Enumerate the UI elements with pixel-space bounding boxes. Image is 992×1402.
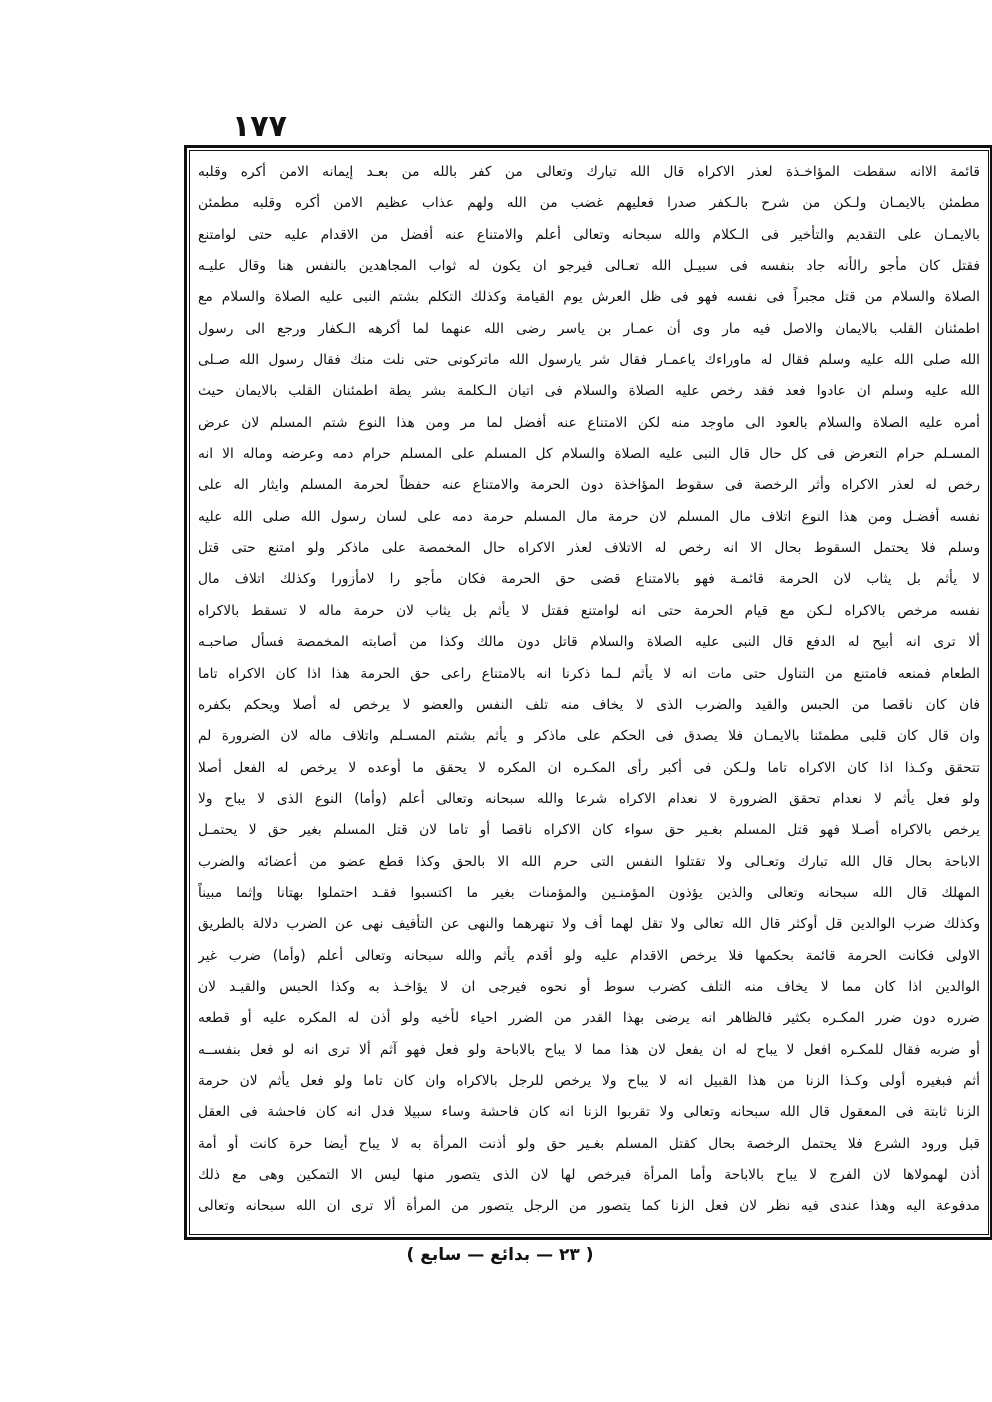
text-line-7: الله صلى الله عليه وسلم فقال له ماوراءك ياعمـار فقال شر يارسول الله ماتركونى حتى نلت منك فقال رسول الله صـلى [198, 352, 980, 369]
text-line-24: المهلك قال الله سبحانه وتعالى والذين يؤذون المؤمنـين والمؤمنات بغير ما اكتسبوا فقـد احتملوا بهتانا وإثما مبيناً [198, 884, 980, 901]
text-line-6: اطمئنان القلب بالايمان والاصل فيه مار وى أن عمـار بن ياسر رضى الله عنهما لما أكرهه الـكفار ورجع الى رسول [198, 320, 980, 337]
text-line-9: أمره عليه الصلاة والسلام بالعود الى ماوجد منه لكن الامتناع عنه أفضل لما مر ومن هذا النوع شتم المسلم لان عرض [198, 414, 980, 431]
text-line-28: ضرره دون ضرر المكـره بكثير فالظاهر انه يرضى بهذا القدر من الضرر احياء لأخيه ولو أذن له المكره عليه أو قطعه [198, 1010, 980, 1027]
text-line-26: الاولى فكانت الحرمة قائمة بحكمها فلا يرخص الاقدام عليه ولو أقدم يأثم والله سبحانه وتعالى أعلم (وأما) ضرب غير [198, 947, 980, 964]
text-line-13: وسلم فلا يحتمل السقوط بحال الا انه رخص له الاتلاف لعذر الاكراه حال المخمصة على ماذكر ولو امتنع حتى قتل [198, 540, 980, 557]
text-line-17: الطعام فمنعه فامتنع من التناول حتى مات انه لا يأثم لـما ذكرنا انه بالامتناع راعى حق الحرمة هذا اذا كان الاكراه تاما [198, 665, 980, 682]
text-line-20: تتحقق وكـذا اذا كان الاكراه تاما ولـكن فى أكبر رأى المكـره ان المكره لا يحقق ما أوعده لا يرخص له الفعل أصلا [198, 759, 980, 776]
text-line-23: الاباحة بحال قال الله تبارك وتعـالى ولا تقتلوا النفس التى حرم الله الا بالحق وكذا قطع عضو من أعضائه والضرب [198, 853, 980, 870]
text-line-31: الزنا ثابتة فى المعقول قال الله سبحانه وتعالى ولا تقربوا الزنا انه كان فاحشة وساء سبيلا فدل انه كان فاحشة فى العقل [198, 1104, 980, 1121]
text-line-27: الوالدين اذا كان مما لا يخاف منه التلف كضرب سوط أو نحوه فيرجى ان لا يؤاخـذ به وكذا الحبس والقيـد لان [198, 978, 980, 995]
text-line-1: قائمة الاانه سقطت المؤاخـذة لعذر الاكراه قال الله تبارك وتعالى من كفر بالله من بعـد إيمانه الامن أكره وقلبه [198, 164, 980, 180]
text-line-25: وكذلك ضرب الوالدين قل أوكثر قال الله تعالى ولا تقل لهما أف ولا تنهرهما والنهى عن التأفيف نهى عن الضرب دلالة بالطريق [198, 916, 980, 933]
text-line-22: يرخص بالاكراه أصـلا فهو قتل المسلم بغـير حق سواء كان الاكراه ناقصا أو تاما لان قتل المسلم بغير حق لا يحتمـل [198, 822, 980, 839]
text-line-5: الصلاة والسلام من قتل مجبراً فى نفسه فهو فى ظل العرش يوم القيامة وكذلك التكلم بشتم النبى عليه الصلاة والسلام مع [198, 289, 980, 306]
text-line-33: أذن لهمولاها لان الفرج لا يباح بالاباحة وأما المرأة فيرخص لها لان الذى يتصور منها ليس الا التمكين وهى مع ذلك [198, 1167, 980, 1183]
text-line-12: نفسه أفضـل ومن هذا النوع اتلاف مال المسلم لان حرمة مال المسلم حرمة دمه على لسان رسول الله صلى الله عليه [198, 508, 980, 525]
text-line-11: رخص له لعذر الاكراه وأثر الرخصة فى سقوط المؤاخذة دون الحرمة والامتناع عنه حفظاً لحرمة المسلم وايثار اله على [198, 477, 980, 494]
text-line-19: وان قال كان قلبى مطمئنا بالايمـان فلا يصدق فى الحكم على ماذكر و يأثم بشتم المسـلم واتلاف ماله لان الضرورة لم [198, 728, 980, 745]
page-number: ١٧٧ [232, 109, 287, 144]
text-line-18: فان كان ناقصا من الحبس والقيد والضرب الذى لا يخاف منه تلف النفس والعضو لا يرخص له أصلا ويحكم بكفره [198, 696, 980, 713]
text-line-4: فقتل كان مأجو رالأنه جاد بنفسه فى سبيـل الله تعـالى فيرجو ان يكون له ثواب المجاهدين بالنفس هنا وقال عليـه [198, 258, 980, 275]
text-line-15: نفسه مرخص بالاكراه لـكن مع قيام الحرمة حتى انه لوامتنع فقتل لا يأثم بل يثاب لان حرمة ماله لا تسقط بالاكراه [198, 602, 980, 619]
text-line-16: ألا ترى انه أبيح له الدفع قال النبى عليه الصلاة والسلام قاتل دون مالك وكذا من أصابته المخمصة فسأل صاحبـه [198, 634, 980, 651]
text-line-3: بالايمـان على التقديم والتأخير فى الـكلام والله سبحانه وتعالى أعلم والامتناع عنه أفضل من الاقدام عليه حتى لوامتنع [198, 226, 980, 243]
text-line-32: قبل ورود الشرع فلا يحتمل الرخصة بحال كقتل المسلم بغـير حق ولو أذنت المرأة به لا يباح أيضا حرة كانت أو أمة [198, 1135, 980, 1152]
text-line-30: أثم فبغيره أولى وكـذا الزنا من هذا القبيل انه لا يباح ولا يرخص للرجل بالاكراه وان كان تاما ولو فعل يأثم لان حرمة [198, 1072, 980, 1089]
text-line-29: أو ضربه فقال للمكـره افعل لا يباح له ان يفعل لان هذا مما لا يباح بالاباحة ولو فعل فهو آثم ألا ترى انه لو فعل بنفســه [198, 1041, 980, 1058]
text-line-14: لا يأثم بل يثاب لان الحرمة قائمـة فهو بالامتناع قضى حق الحرمة فكان مأجو را لامأزورا وكذلك اتلاف مال [198, 571, 980, 588]
text-line-21: ولو فعل يأثم لا نعدام تحقق الضرورة لا نعدام الاكراه شرعا والله سبحانه وتعالى أعلم (وأما) النوع الذى لا يباح ولا [198, 790, 980, 807]
text-body [198, 157, 980, 1230]
printer-signature: ( ٢٣ — بدائع — سابع ) [406, 1245, 594, 1265]
text-line-34: مدفوعة اليه وهذا عندى فيه نظر لان فعل الزنا كما يتصور من الرجل يتصور من المرأة ألا ترى ان الله سبحانه وتعالى [198, 1198, 980, 1215]
text-line-2: مطمئن بالايمـان ولـكن من شرح بالـكفر صدرا فعليهم غضب من الله ولهم عذاب عظيم الامن أكره وقلبه مطمئن [198, 195, 980, 212]
page-frame-inner [189, 150, 989, 1235]
text-line-8: الله عليه وسلم ان عادوا فعد فقد رخص عليه الصلاة والسلام فى اتيان الـكلمة بشر يطة اطمئنان القلب بالايمان حيث [198, 383, 980, 400]
text-line-10: المسـلم حرام التعرض فى كل حال قال النبى عليه الصلاة والسلام كل المسلم على المسلم حرام دمه وعرضه وماله الا انه [198, 446, 980, 463]
